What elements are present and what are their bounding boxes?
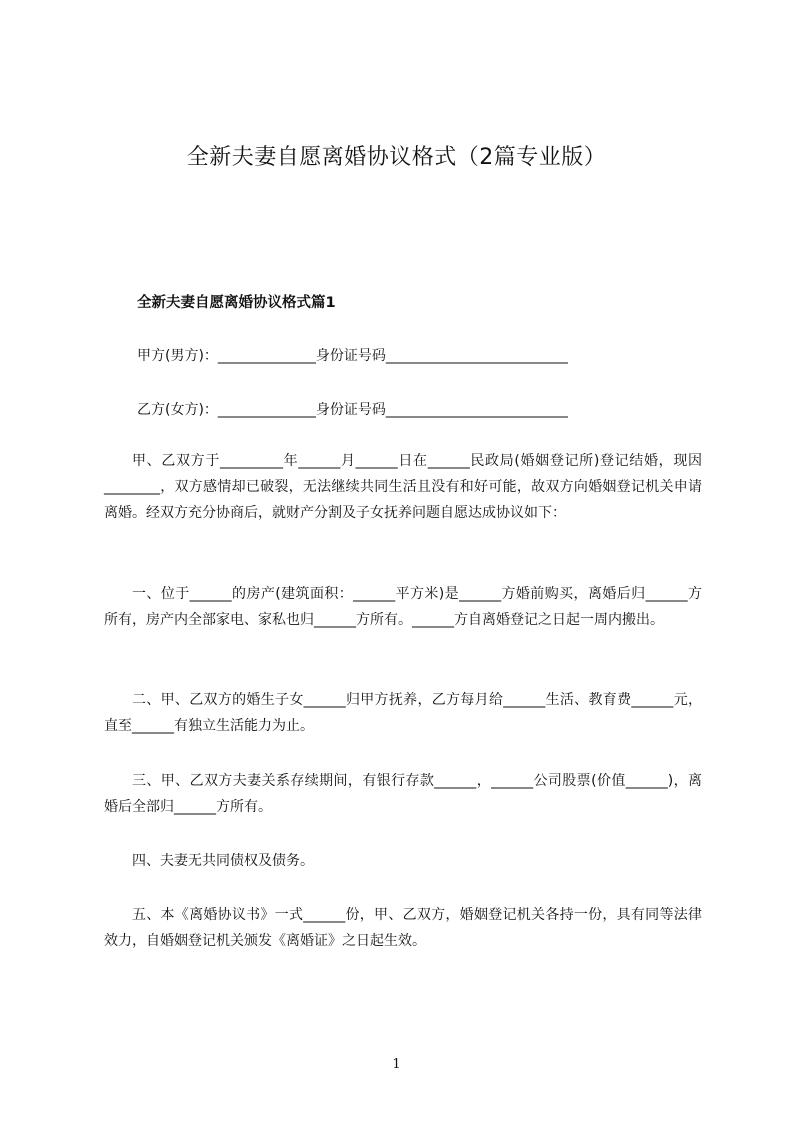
party-a-line: 甲方(男方)：______________身份证号码__________________________ (137, 348, 568, 364)
page-number: 1 (392, 1057, 401, 1072)
intro-paragraph: 甲、乙双方于_________年______月______日在______民政局(婚姻登记所)登记结婚，现因________，双方感情却已破裂，无法继续共同生活且没有和好可能，故双方向婚姻登记机关申请离婚。经双方充分协商后，就财产分割及子女抚养问题自愿达成协议如下： (104, 453, 702, 521)
section-heading: 全新夫妻自愿离婚协议格式篇1 (137, 295, 336, 311)
clause-3-paragraph: 三、甲、乙双方夫妻关系存续期间，有银行存款______，______公司股票(价值______)，离婚后全部归______方所有。 (104, 773, 702, 815)
clause-1-paragraph: 一、位于______的房产(建筑面积：______平方米)是______方婚前购买，离婚后归______方所有，房产内全部家电、家私也归______方所有。______方自离婚登记之日起一周内搬出。 (104, 586, 702, 628)
clause-2-paragraph: 二、甲、乙双方的婚生子女______归甲方抚养，乙方每月给______生活、教育费______元，直至______有独立生活能力为止。 (104, 692, 702, 734)
clause-5-paragraph: 五、本《离婚协议书》一式______份，甲、乙双方，婚姻登记机关各持一份，具有同等法律效力，自婚姻登记机关颁发《离婚证》之日起生效。 (104, 907, 702, 949)
party-b-line: 乙方(女方)：______________身份证号码__________________________ (137, 402, 568, 418)
document-title: 全新夫妻自愿离婚协议格式（2篇专业版） (186, 145, 607, 170)
clause-4-paragraph: 四、夫妻无共同债权及债务。 (132, 853, 314, 869)
